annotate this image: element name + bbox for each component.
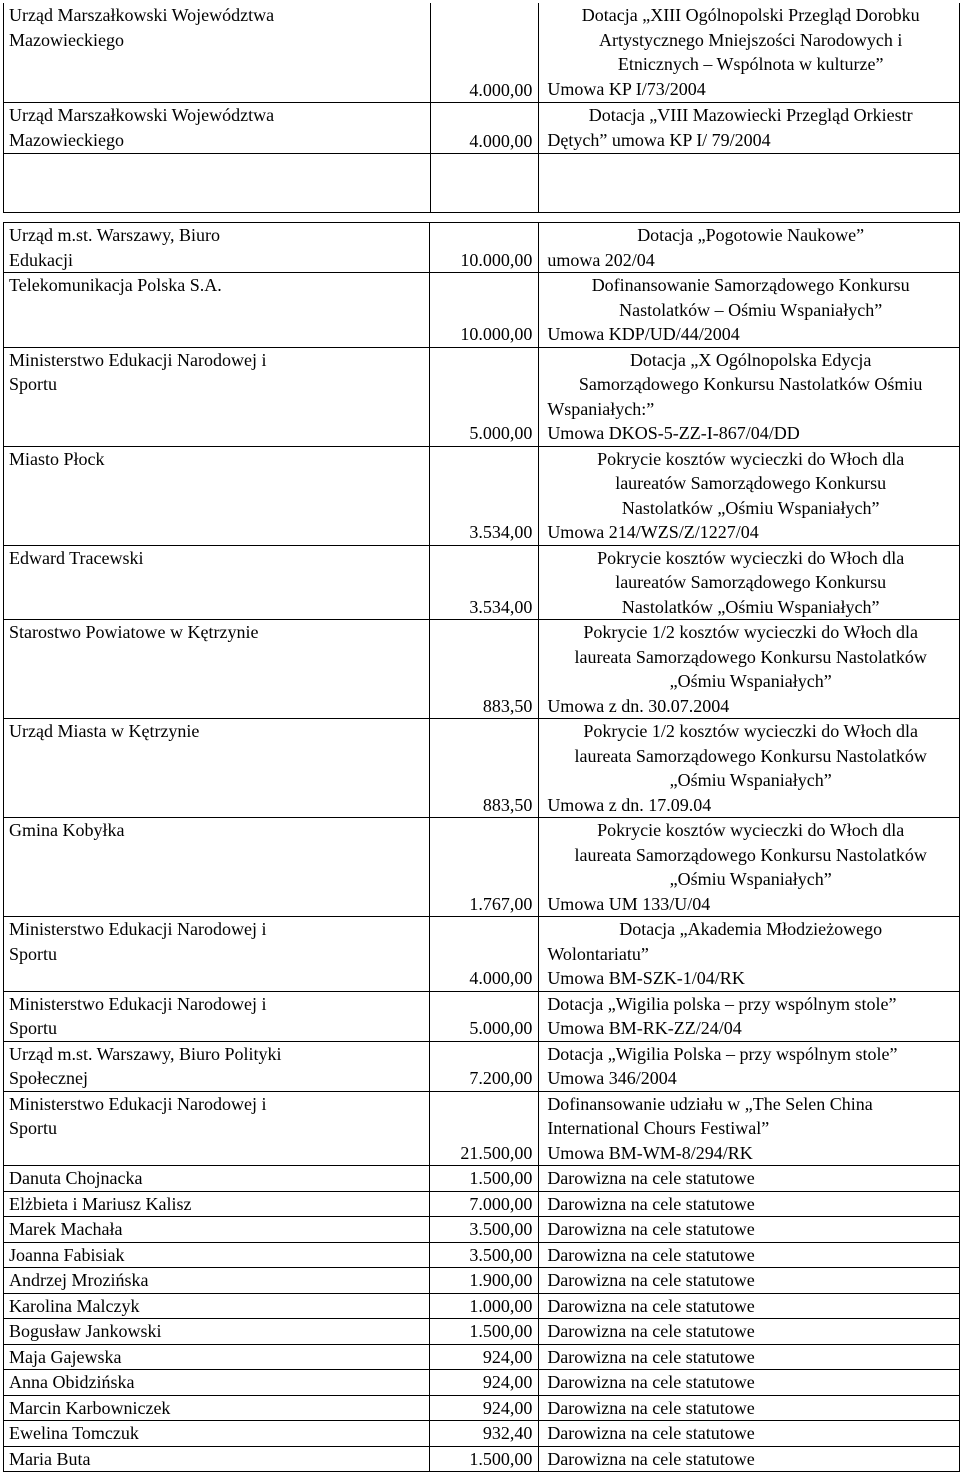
amount-cell: 3.500,00 [430, 1217, 539, 1243]
funder-cell [4, 3, 431, 103]
table-row [4, 1041, 960, 1091]
table-row [4, 818, 960, 917]
description-cell [539, 273, 960, 348]
description-cell [539, 1041, 960, 1091]
amount-cell: 3.500,00 [430, 1242, 539, 1268]
description-cell [539, 1395, 960, 1421]
funder-line: Społecznej [9, 1068, 88, 1088]
description-line: laureata Samorządowego Konkursu Nastolatków [574, 646, 927, 667]
description-cell [539, 1166, 960, 1192]
funder-cell [4, 103, 431, 154]
description-cell [539, 1370, 960, 1396]
table-row [4, 1242, 960, 1268]
description-cell [539, 3, 960, 103]
description-line: laureatów Samorządowego Konkursu [615, 572, 887, 592]
table-row [4, 917, 960, 992]
table-row [4, 719, 960, 818]
funder-cell [4, 545, 430, 620]
description-line: Pokrycie 1/2 kosztów wycieczki do Włoch dla [583, 622, 918, 642]
funder-line: Ewelina Tomczuk [9, 1423, 139, 1443]
funder-cell [4, 1370, 430, 1396]
funder-cell [4, 1217, 430, 1243]
amount-cell: 7.000,00 [430, 1191, 539, 1217]
amount-cell: 5.000,00 [430, 991, 539, 1041]
description-line: Wolontariatu” [547, 943, 649, 964]
description-line: „Ośmiu Wspaniałych” [669, 869, 832, 889]
description-line: Umowa z dn. 30.07.2004 [547, 695, 730, 716]
description-line: Darowizna na cele statutowe [547, 1346, 755, 1367]
table-row [4, 1293, 960, 1319]
amount-cell: 1.500,00 [430, 1166, 539, 1192]
description-cell [539, 719, 960, 818]
description-line: Nastolatków „Ośmiu Wspaniałych” [621, 596, 880, 617]
table-row [4, 1191, 960, 1217]
funder-line: Edukacji [9, 249, 73, 270]
description-line: Dofinansowanie Samorządowego Konkursu [591, 275, 910, 295]
funder-cell [4, 620, 430, 719]
description-cell [539, 1344, 960, 1370]
description-line: Darowizna na cele statutowe [547, 1372, 755, 1392]
funder-line: Joanna Fabisiak [9, 1244, 125, 1265]
amount-cell: 932,40 [430, 1421, 539, 1447]
description-cell [539, 1421, 960, 1447]
funder-line: Urząd Miasta w Kętrzynie [9, 721, 200, 741]
funder-line: Starostwo Powiatowe w Kętrzynie [9, 622, 259, 642]
funder-cell [4, 917, 430, 992]
funder-line: Sportu [9, 1118, 58, 1138]
empty-cell [430, 154, 539, 213]
funder-cell [4, 446, 430, 545]
amount-cell: 924,00 [430, 1395, 539, 1421]
amount-cell: 1.000,00 [430, 1293, 539, 1319]
description-cell [539, 223, 960, 273]
funder-cell [4, 1242, 430, 1268]
description-line: Samorządowego Konkursu Nastolatków Ośmiu [578, 374, 923, 394]
empty-cell [539, 154, 960, 213]
description-cell [539, 446, 960, 545]
table-row [4, 1344, 960, 1370]
funder-line: Miasto Płock [9, 448, 105, 469]
amount-cell: 21.500,00 [430, 1091, 539, 1166]
description-line: laureata Samorządowego Konkursu Nastolatków [574, 745, 927, 766]
table-row [4, 1370, 960, 1396]
funder-line: Gmina Kobyłka [9, 820, 125, 840]
description-line: Dętych” umowa KP I/ 79/2004 [547, 129, 771, 150]
description-cell [539, 1268, 960, 1294]
amount-cell: 883,50 [430, 620, 539, 719]
funding-table-top [3, 3, 960, 213]
table-row [4, 991, 960, 1041]
description-line: Pokrycie kosztów wycieczki do Włoch dla [597, 448, 905, 469]
description-cell [539, 1191, 960, 1217]
table-row [4, 1421, 960, 1447]
description-line: Dotacja „X Ogólnopolska Edycja [629, 349, 872, 370]
funder-cell [4, 347, 430, 446]
amount-cell: 883,50 [430, 719, 539, 818]
table-row [4, 446, 960, 545]
table-row [4, 103, 960, 154]
description-line: Etnicznych – Wspólnota w kulturze” [617, 54, 884, 74]
funder-cell [4, 1446, 430, 1472]
description-line: Umowa z dn. 17.09.04 [547, 794, 712, 815]
table-row [4, 223, 960, 273]
amount-cell: 5.000,00 [430, 347, 539, 446]
description-line: Darowizna na cele statutowe [547, 1397, 755, 1418]
description-cell [539, 103, 960, 154]
description-line: Darowizna na cele statutowe [547, 1193, 755, 1214]
description-line: Darowizna na cele statutowe [547, 1270, 755, 1290]
description-cell [539, 917, 960, 992]
funder-cell [4, 1293, 430, 1319]
table-row [4, 545, 960, 620]
description-line: Umowa UM 133/U/04 [547, 893, 711, 914]
funder-line: Urząd m.st. Warszawy, Biuro [9, 225, 220, 245]
funder-line: Maria Buta [9, 1448, 91, 1469]
amount-cell: 924,00 [430, 1344, 539, 1370]
description-cell [539, 1319, 960, 1345]
description-line: Pokrycie kosztów wycieczki do Włoch dla [597, 820, 905, 840]
description-line: Darowizna na cele statutowe [547, 1219, 755, 1239]
description-line: „Ośmiu Wspaniałych” [669, 770, 832, 790]
description-cell [539, 1293, 960, 1319]
funder-line: Anna Obidzińska [9, 1372, 135, 1392]
funder-cell [4, 1268, 430, 1294]
description-line: Darowizna na cele statutowe [547, 1448, 755, 1469]
table-row [4, 1395, 960, 1421]
description-line: Darowizna na cele statutowe [547, 1295, 755, 1316]
funder-cell [4, 818, 430, 917]
amount-cell: 3.534,00 [430, 545, 539, 620]
empty-cell [4, 154, 431, 213]
funder-cell [4, 1395, 430, 1421]
description-line: umowa 202/04 [547, 249, 655, 270]
funder-line: Edward Tracewski [9, 547, 144, 568]
amount-cell: 1.500,00 [430, 1446, 539, 1472]
description-line: Darowizna na cele statutowe [547, 1168, 755, 1188]
funder-line: Sportu [9, 1018, 58, 1038]
funder-line: Marek Machała [9, 1219, 123, 1239]
table-row [4, 1166, 960, 1192]
funder-line: Bogusław Jankowski [9, 1321, 162, 1341]
table-row [4, 3, 960, 103]
funder-cell [4, 1421, 430, 1447]
description-line: Dotacja „VIII Mazowiecki Przegląd Orkiestr [588, 105, 913, 126]
funder-line: Mazowieckiego [9, 29, 124, 50]
funder-cell [4, 1191, 430, 1217]
table-row [4, 620, 960, 719]
funder-line: Andrzej Mrozińska [9, 1270, 149, 1290]
amount-cell: 4.000,00 [430, 103, 539, 154]
funder-line: Mazowieckiego [9, 129, 124, 150]
description-line: Pokrycie 1/2 kosztów wycieczki do Włoch dla [583, 721, 918, 741]
description-line: Darowizna na cele statutowe [547, 1321, 755, 1341]
amount-cell: 4.000,00 [430, 917, 539, 992]
funder-line: Urząd m.st. Warszawy, Biuro Polityki [9, 1043, 282, 1064]
amount-cell: 1.767,00 [430, 818, 539, 917]
table-filler-row [4, 154, 960, 213]
description-line: Umowa 214/WZS/Z/1227/04 [547, 522, 759, 542]
description-line: laureatów Samorządowego Konkursu [615, 473, 887, 493]
description-line: Darowizna na cele statutowe [547, 1244, 755, 1265]
table-row [4, 347, 960, 446]
description-cell [539, 1446, 960, 1472]
description-line: laureata Samorządowego Konkursu Nastolatków [574, 844, 927, 865]
amount-cell: 10.000,00 [430, 273, 539, 348]
description-line: Umowa 346/2004 [547, 1068, 677, 1088]
funder-line: Ministerstwo Edukacji Narodowej i [9, 349, 267, 370]
amount-cell: 7.200,00 [430, 1041, 539, 1091]
description-line: Umowa DKOS-5-ZZ-I-867/04/DD [547, 423, 800, 443]
amount-cell: 3.534,00 [430, 446, 539, 545]
amount-cell: 4.000,00 [430, 3, 539, 103]
funder-cell [4, 719, 430, 818]
funder-cell [4, 1166, 430, 1192]
funder-line: Sportu [9, 943, 58, 964]
funder-line: Ministerstwo Edukacji Narodowej i [9, 993, 267, 1014]
description-cell [539, 620, 960, 719]
funder-cell [4, 223, 430, 273]
funder-line: Karolina Malczyk [9, 1295, 140, 1316]
amount-cell: 1.900,00 [430, 1268, 539, 1294]
funder-line: Danuta Chojnacka [9, 1168, 143, 1188]
funder-line: Marcin Karbowniczek [9, 1397, 171, 1418]
description-line: Pokrycie kosztów wycieczki do Włoch dla [597, 547, 905, 568]
description-line: Dotacja „Pogotowie Naukowe” [637, 225, 865, 245]
description-line: Umowa BM-WM-8/294/RK [547, 1142, 753, 1163]
funder-line: Sportu [9, 374, 58, 394]
funder-cell [4, 1319, 430, 1345]
amount-cell: 1.500,00 [430, 1319, 539, 1345]
description-line: „Ośmiu Wspaniałych” [669, 671, 832, 691]
table-row [4, 1217, 960, 1243]
description-cell [539, 818, 960, 917]
table-row [4, 1091, 960, 1166]
funder-cell [4, 991, 430, 1041]
funder-cell [4, 1344, 430, 1370]
funder-line: Urząd Marszałkowski Województwa [9, 105, 275, 126]
description-line: Umowa KDP/UD/44/2004 [547, 324, 740, 344]
funder-line: Elżbieta i Mariusz Kalisz [9, 1193, 192, 1214]
table-row [4, 273, 960, 348]
funder-cell [4, 1041, 430, 1091]
description-line: Umowa KP I/73/2004 [547, 78, 706, 99]
description-line: Dotacja „Akademia Młodzieżowego [619, 919, 883, 939]
table-row [4, 1319, 960, 1345]
description-line: Dotacja „Wigilia Polska – przy wspólnym stole” [547, 1043, 898, 1064]
table-row [4, 1268, 960, 1294]
funder-line: Ministerstwo Edukacji Narodowej i [9, 1093, 267, 1114]
funder-line: Maja Gajewska [9, 1346, 122, 1367]
table-row [4, 1446, 960, 1472]
description-line: Artystycznego Mniejszości Narodowych i [598, 29, 903, 50]
description-cell [539, 991, 960, 1041]
funder-cell [4, 1091, 430, 1166]
amount-cell: 10.000,00 [430, 223, 539, 273]
description-cell [539, 347, 960, 446]
amount-cell: 924,00 [430, 1370, 539, 1396]
funder-cell [4, 273, 430, 348]
funder-line: Urząd Marszałkowski Województwa [9, 5, 275, 25]
description-cell [539, 1217, 960, 1243]
description-line: International Chours Festiwal” [547, 1118, 770, 1138]
funder-line: Ministerstwo Edukacji Narodowej i [9, 919, 267, 939]
description-cell [539, 1242, 960, 1268]
description-line: Darowizna na cele statutowe [547, 1423, 755, 1443]
funder-line: Telekomunikacja Polska S.A. [9, 275, 222, 295]
description-line: Umowa BM-RK-ZZ/24/04 [547, 1018, 742, 1038]
description-line: Nastolatków – Ośmiu Wspaniałych” [619, 299, 883, 320]
description-line: Dofinansowanie udziału w „The Selen China [547, 1093, 873, 1114]
description-line: Wspaniałych:” [547, 398, 655, 419]
description-cell [539, 545, 960, 620]
description-line: Nastolatków „Ośmiu Wspaniałych” [621, 497, 880, 518]
description-line: Dotacja „Wigilia polska – przy wspólnym stole” [547, 993, 897, 1014]
description-cell [539, 1091, 960, 1166]
description-line: Dotacja „XIII Ogólnopolski Przegląd Dorobku [581, 5, 920, 25]
description-line: Umowa BM-SZK-1/04/RK [547, 968, 745, 988]
funding-table-main [3, 222, 960, 1472]
